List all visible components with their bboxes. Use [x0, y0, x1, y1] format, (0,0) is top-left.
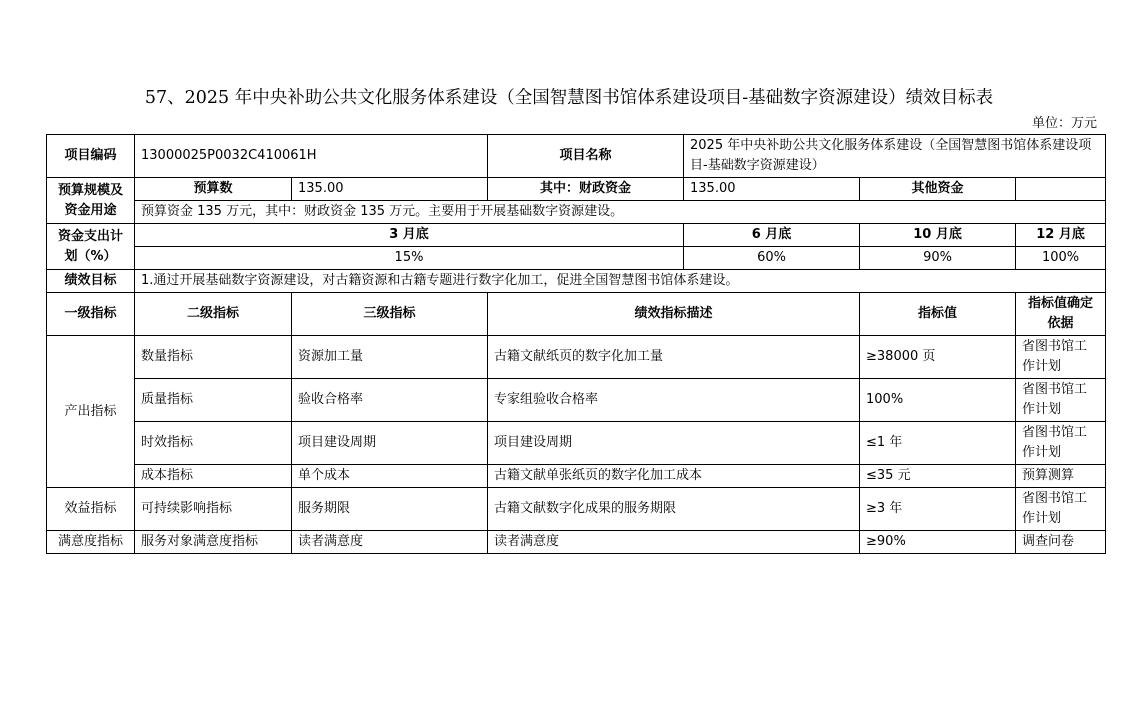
plan-section-label: 资金支出计划（%）	[47, 224, 135, 270]
basis-cell: 省图书馆工作计划	[1016, 336, 1106, 379]
plan-period: 10 月底	[860, 224, 1016, 247]
basis-cell: 省图书馆工作计划	[1016, 379, 1106, 422]
level2-cell: 可持续影响指标	[135, 488, 292, 531]
plan-period: 6 月底	[684, 224, 860, 247]
other-funds	[1016, 178, 1106, 201]
value-cell: ≤1 年	[860, 422, 1016, 465]
header-value: 指标值	[860, 293, 1016, 336]
level2-cell: 质量指标	[135, 379, 292, 422]
level2-cell: 时效指标	[135, 422, 292, 465]
table-row	[47, 488, 1106, 531]
plan-value: 60%	[684, 247, 860, 270]
level2-cell: 服务对象满意度指标	[135, 531, 292, 554]
budget-section-label: 预算规模及资金用途	[47, 178, 135, 224]
level2-cell: 成本指标	[135, 465, 292, 488]
performance-table	[46, 134, 1106, 554]
basis-cell: 省图书馆工作计划	[1016, 488, 1106, 531]
level2-cell: 数量指标	[135, 336, 292, 379]
project-name-label: 项目名称	[488, 135, 684, 178]
header-level1: 一级指标	[47, 293, 135, 336]
basis-cell: 预算测算	[1016, 465, 1106, 488]
plan-period: 3 月底	[135, 224, 684, 247]
value-cell: ≥90%	[860, 531, 1016, 554]
unit-label: 单位：万元	[1031, 116, 1097, 131]
project-code: 13000025P0032C410061H	[135, 135, 488, 178]
plan-value: 100%	[1016, 247, 1106, 270]
header-level2: 二级指标	[135, 293, 292, 336]
header-description: 绩效指标描述	[488, 293, 860, 336]
fiscal-funds-label: 其中：财政资金	[488, 178, 684, 201]
description-cell: 项目建设周期	[488, 422, 860, 465]
table-row	[47, 465, 1106, 488]
goal-label: 绩效目标	[47, 270, 135, 293]
value-cell: ≥38000 页	[860, 336, 1016, 379]
budget-purpose: 预算资金 135 万元，其中：财政资金 135 万元。主要用于开展基础数字资源建设。	[135, 201, 1106, 224]
description-cell: 专家组验收合格率	[488, 379, 860, 422]
plan-value: 15%	[135, 247, 684, 270]
fiscal-funds: 135.00	[684, 178, 860, 201]
level3-cell: 服务期限	[292, 488, 488, 531]
basis-cell: 省图书馆工作计划	[1016, 422, 1106, 465]
level3-cell: 读者满意度	[292, 531, 488, 554]
header-level3: 三级指标	[292, 293, 488, 336]
level1-cell: 产出指标	[47, 336, 135, 488]
description-cell: 古籍文献数字化成果的服务期限	[488, 488, 860, 531]
basis-cell: 调查问卷	[1016, 531, 1106, 554]
level1-cell: 效益指标	[47, 488, 135, 531]
plan-period: 12 月底	[1016, 224, 1106, 247]
other-funds-label: 其他资金	[860, 178, 1016, 201]
description-cell: 读者满意度	[488, 531, 860, 554]
level1-cell: 满意度指标	[47, 531, 135, 554]
project-name: 2025 年中央补助公共文化服务体系建设（全国智慧图书馆体系建设项目-基础数字资源建设）	[684, 135, 1106, 178]
project-code-label: 项目编码	[47, 135, 135, 178]
page-title: 57、2025 年中央补助公共文化服务体系建设（全国智慧图书馆体系建设项目-基础数字资源建设）绩效目标表	[144, 88, 994, 108]
description-cell: 古籍文献单张纸页的数字化加工成本	[488, 465, 860, 488]
table-row	[47, 422, 1106, 465]
level3-cell: 单个成本	[292, 465, 488, 488]
value-cell: ≤35 元	[860, 465, 1016, 488]
description-cell: 古籍文献纸页的数字化加工量	[488, 336, 860, 379]
level3-cell: 资源加工量	[292, 336, 488, 379]
level3-cell: 项目建设周期	[292, 422, 488, 465]
table-row	[47, 379, 1106, 422]
plan-value: 90%	[860, 247, 1016, 270]
table-row	[47, 531, 1106, 554]
goal-text: 1.通过开展基础数字资源建设，对古籍资源和古籍专题进行数字化加工，促进全国智慧图书馆体系建设。	[135, 270, 1106, 293]
table-row	[47, 336, 1106, 379]
level3-cell: 验收合格率	[292, 379, 488, 422]
value-cell: 100%	[860, 379, 1016, 422]
value-cell: ≥3 年	[860, 488, 1016, 531]
budget-amount: 135.00	[292, 178, 488, 201]
header-basis: 指标值确定依据	[1016, 293, 1106, 336]
budget-amount-label: 预算数	[135, 178, 292, 201]
